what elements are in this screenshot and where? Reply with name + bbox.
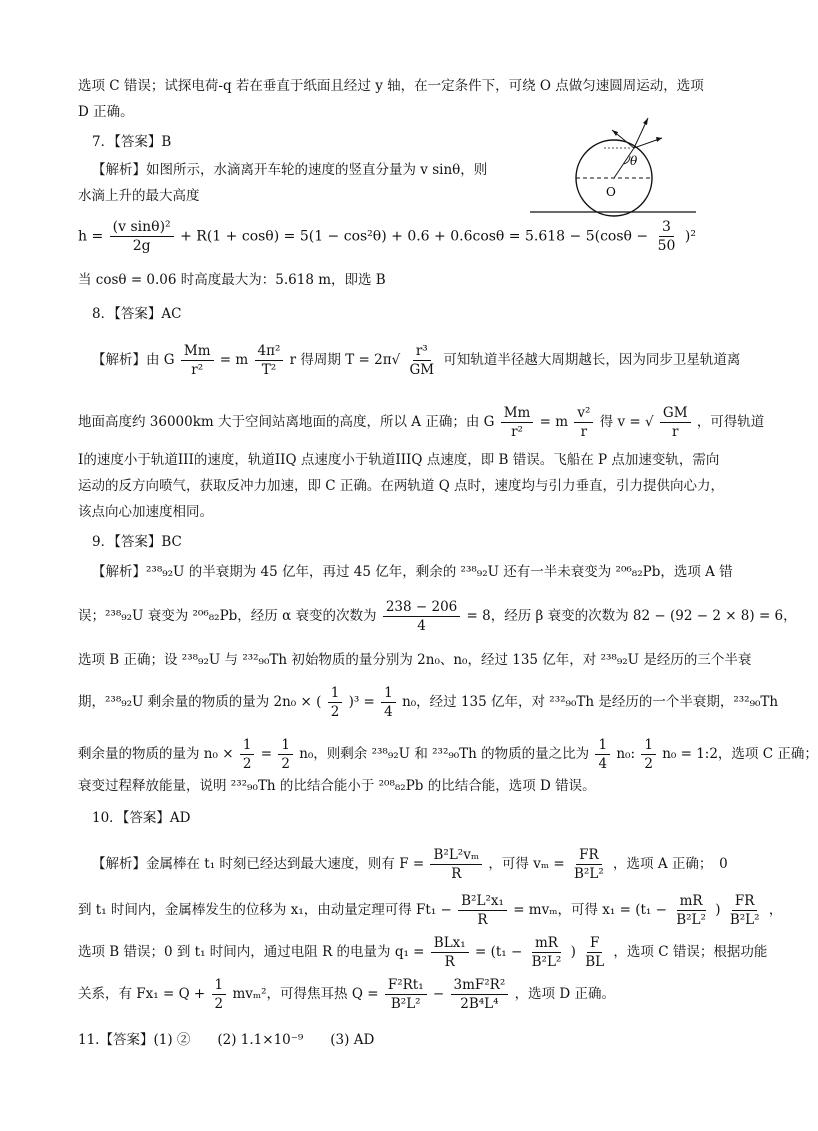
answer-heading-10: 10．【答案】AD bbox=[92, 810, 191, 826]
text-part: ) bbox=[715, 902, 721, 918]
eq-part: h = bbox=[78, 228, 104, 245]
arrowhead bbox=[643, 118, 648, 125]
frac-den: 2 bbox=[214, 996, 224, 1012]
text-part: = m bbox=[539, 414, 569, 430]
fraction bbox=[278, 736, 293, 773]
text-part: ，选项 A 正确； 0 bbox=[613, 856, 728, 872]
frac-den: B²L² bbox=[531, 954, 562, 970]
frac-num: 4π² bbox=[255, 342, 284, 361]
frac-num: FR bbox=[732, 892, 758, 911]
text-part: )³ = bbox=[348, 694, 375, 710]
frac-num: F bbox=[587, 934, 602, 953]
text-line bbox=[78, 598, 797, 635]
fraction bbox=[381, 684, 396, 721]
text-part: ， bbox=[768, 902, 783, 918]
frac-den: r² bbox=[511, 424, 523, 440]
fraction bbox=[383, 598, 460, 635]
text-part: mvₘ²，可得焦耳热 Q = bbox=[232, 986, 379, 1002]
answer-heading-9: 9．【答案】BC bbox=[92, 534, 182, 550]
text-part: n₀: bbox=[616, 746, 636, 762]
text-line bbox=[92, 342, 740, 379]
frac-den: GM bbox=[409, 362, 435, 378]
frac-den: 50 bbox=[657, 238, 676, 254]
text-part: ，可得 vₘ = bbox=[488, 856, 565, 872]
text-part: = m bbox=[219, 352, 249, 368]
frac-num: B²L²vₘ bbox=[430, 846, 482, 865]
fraction bbox=[501, 404, 534, 441]
wheel-diagram bbox=[526, 92, 706, 222]
frac-num: B²L²x₁ bbox=[458, 892, 507, 911]
text-part: = bbox=[260, 746, 273, 762]
fraction bbox=[571, 846, 607, 883]
text-part: 到 t₁ 时间内，金属棒发生的位移为 x₁，由动量定理可得 Ft₁ − bbox=[78, 902, 452, 918]
fraction bbox=[727, 892, 763, 929]
frac-num: mR bbox=[532, 934, 561, 953]
text-part: = (t₁ − bbox=[475, 944, 523, 960]
frac-num: F²Rt₁ bbox=[385, 976, 427, 995]
fraction bbox=[660, 404, 691, 441]
frac-num: r³ bbox=[413, 342, 431, 361]
fraction bbox=[181, 342, 214, 379]
frac-num: 1 bbox=[595, 736, 610, 755]
fraction bbox=[406, 342, 437, 379]
frac-den: r² bbox=[191, 362, 204, 378]
frac-den: B²L² bbox=[729, 912, 760, 928]
text-part: 剩余量的物质的量为 n₀ × bbox=[78, 746, 234, 762]
frac-den: 4 bbox=[598, 756, 608, 772]
frac-num: 1 bbox=[381, 684, 396, 703]
answer-heading-7: 7．【答案】B bbox=[92, 134, 172, 150]
frac-den: 4 bbox=[384, 704, 393, 720]
fraction bbox=[430, 846, 482, 883]
frac-den: 2 bbox=[242, 756, 252, 772]
text-line bbox=[78, 934, 767, 971]
text-part: − bbox=[432, 986, 445, 1002]
frac-den: R bbox=[444, 954, 455, 970]
text-line: I的速度小于轨道III的速度，轨道IIQ 点速度小于轨道IIIQ 点速度，即 B 错误。飞船在 P 点加速变轨，需向 bbox=[78, 452, 720, 468]
text-part: = 8，经历 β 衰变的次数为 82 − (92 − 2 × 8) = 6， bbox=[466, 608, 797, 624]
frac-num: FR bbox=[576, 846, 602, 865]
frac-num: 3mF²R² bbox=[451, 976, 509, 995]
fraction bbox=[641, 736, 656, 773]
text-line bbox=[78, 684, 778, 721]
frac-num: 1 bbox=[641, 736, 656, 755]
frac-num: 238 − 206 bbox=[383, 598, 460, 617]
origin-label: O bbox=[606, 185, 616, 199]
fraction bbox=[240, 736, 255, 773]
text-line: 选项 C 错误；试探电荷-q 若在垂直于纸面且经过 y 轴，在一定条件下，可绕 O 点做匀速圆周运动，选项 bbox=[78, 78, 704, 94]
frac-den: T² bbox=[261, 362, 277, 378]
text-part: ，可得轨道 bbox=[696, 414, 765, 430]
text-part: = mvₘ，可得 x₁ = (t₁ − bbox=[513, 902, 667, 918]
eq-part: )² bbox=[684, 228, 696, 245]
arrowhead bbox=[612, 130, 618, 136]
fraction bbox=[451, 976, 509, 1013]
text-line bbox=[92, 846, 728, 883]
frac-num: 1 bbox=[328, 684, 343, 703]
frac-den: 2g bbox=[132, 238, 151, 254]
fraction bbox=[212, 976, 227, 1013]
frac-num: v² bbox=[574, 404, 593, 423]
text-part: r 得周期 T = 2π√ bbox=[289, 352, 401, 368]
frac-den: 2 bbox=[644, 756, 653, 772]
text-part: 选项 B 错误；0 到 t₁ 时间内，通过电阻 R 的电量为 q₁ = bbox=[78, 944, 425, 960]
frac-num: Mm bbox=[181, 342, 214, 361]
answer-heading-8: 8．【答案】AC bbox=[92, 306, 182, 322]
text-part: 地面高度约 36000km 大于空间站离地面的高度，所以 A 正确；由 G bbox=[78, 414, 495, 430]
frac-den: R bbox=[451, 866, 462, 882]
text-line: 水滴上升的最大高度 bbox=[78, 188, 200, 204]
frac-den: B²L² bbox=[676, 912, 706, 928]
text-line: 当 cosθ = 0.06 时高度最大为：5.618 m，即选 B bbox=[78, 272, 386, 288]
fraction bbox=[595, 736, 610, 773]
text-part: 期，²³⁸₉₂U 剩余量的物质的量为 2n₀ × ( bbox=[78, 694, 322, 710]
frac-den: 2B⁴L⁴ bbox=[460, 996, 499, 1012]
frac-num: 1 bbox=[212, 976, 227, 995]
fraction bbox=[574, 404, 593, 441]
text-part: 关系，有 Fx₁ = Q + bbox=[78, 986, 206, 1002]
text-part: 【解析】金属棒在 t₁ 时刻已经达到最大速度，则有 F = bbox=[92, 856, 425, 872]
frac-num: BLx₁ bbox=[431, 934, 469, 953]
frac-num: 3 bbox=[659, 218, 674, 237]
theta-label: θ bbox=[630, 154, 638, 168]
frac-num: (v sinθ)² bbox=[110, 218, 174, 237]
frac-den: BL bbox=[585, 954, 605, 970]
text-line bbox=[78, 976, 615, 1013]
frac-den: 4 bbox=[417, 618, 426, 634]
fraction bbox=[255, 342, 284, 379]
text-part: n₀ = 1:2，选项 C 正确； bbox=[662, 746, 818, 762]
fraction bbox=[110, 218, 174, 255]
text-line: 该点向心加速度相同。 bbox=[78, 504, 213, 520]
text-line bbox=[78, 892, 782, 929]
answer-heading-11: 11.【答案】(1) ② (2) 1.1×10⁻⁹ (3) AD bbox=[78, 1032, 375, 1048]
frac-num: Mm bbox=[501, 404, 534, 423]
text-line bbox=[78, 736, 818, 773]
text-part: 【解析】由 G bbox=[92, 352, 175, 368]
text-part: ，选项 C 错误；根据功能 bbox=[613, 944, 768, 960]
text-part: 得 v = √ bbox=[599, 414, 654, 430]
text-line: D 正确。 bbox=[78, 104, 134, 120]
text-part: 误；²³⁸₉₂U 衰变为 ²⁰⁶₈₂Pb，经历 α 衰变的次数为 bbox=[78, 608, 377, 624]
frac-den: R bbox=[477, 912, 488, 928]
text-line: 【解析】如图所示，水滴离开车轮的速度的竖直分量为 v sinθ，则 bbox=[92, 162, 488, 178]
frac-den: r bbox=[671, 424, 679, 440]
eq-part: + R(1 + cosθ) = 5(1 − cos²θ) + 0.6 + 0.6cosθ = 5.618 − 5(cosθ − bbox=[180, 228, 649, 245]
fraction bbox=[328, 684, 343, 721]
frac-den: B²L² bbox=[574, 866, 604, 882]
fraction bbox=[431, 934, 469, 971]
frac-num: mR bbox=[677, 892, 706, 911]
text-line bbox=[78, 404, 764, 441]
text-line: 衰变过程释放能量，说明 ²³²₉₀Th 的比结合能小于 ²⁰⁸₈₂Pb 的比结合能，选项 D 错误。 bbox=[78, 778, 596, 794]
fraction bbox=[529, 934, 565, 971]
fraction bbox=[655, 218, 679, 255]
arrowhead bbox=[656, 137, 662, 142]
frac-num: GM bbox=[660, 404, 691, 423]
frac-den: r bbox=[580, 424, 588, 440]
text-line: 选项 B 正确；设 ²³⁸₉₂U 与 ²³²₉₀Th 初始物质的量分别为 2n₀、n₀，经过 135 亿年，对 ²³⁸₉₂U 是经历的三个半衰 bbox=[78, 652, 752, 668]
text-part: ，选项 D 正确。 bbox=[514, 986, 615, 1002]
text-part: 可知轨道半径越大周期越长，因为同步卫星轨道离 bbox=[443, 352, 741, 368]
fraction bbox=[458, 892, 507, 929]
text-line: 运动的反方向喷气，获取反冲力加速，即 C 正确。在两轨道 Q 点时，速度均与引力垂直，引力提供向心力， bbox=[78, 478, 725, 494]
text-part: n₀，则剩余 ²³⁸₉₂U 和 ²³²₉₀Th 的物质的量之比为 bbox=[299, 746, 590, 762]
fraction bbox=[673, 892, 709, 929]
fraction bbox=[582, 934, 607, 971]
equation-height bbox=[78, 218, 696, 255]
frac-num: 1 bbox=[278, 736, 293, 755]
frac-den: B²L² bbox=[390, 996, 421, 1012]
frac-den: 2 bbox=[281, 756, 290, 772]
frac-den: 2 bbox=[330, 704, 340, 720]
fraction bbox=[385, 976, 427, 1013]
text-part: ) bbox=[570, 944, 576, 960]
text-line: 【解析】²³⁸₉₂U 的半衰期为 45 亿年，再过 45 亿年，剩余的 ²³⁸₉₂U 还有一半未衰变为 ²⁰⁶₈₂Pb，选项 A 错 bbox=[92, 564, 733, 580]
frac-num: 1 bbox=[240, 736, 255, 755]
text-part: n₀，经过 135 亿年，对 ²³²₉₀Th 是经历的一个半衰期，²³²₉₀Th bbox=[402, 694, 779, 710]
